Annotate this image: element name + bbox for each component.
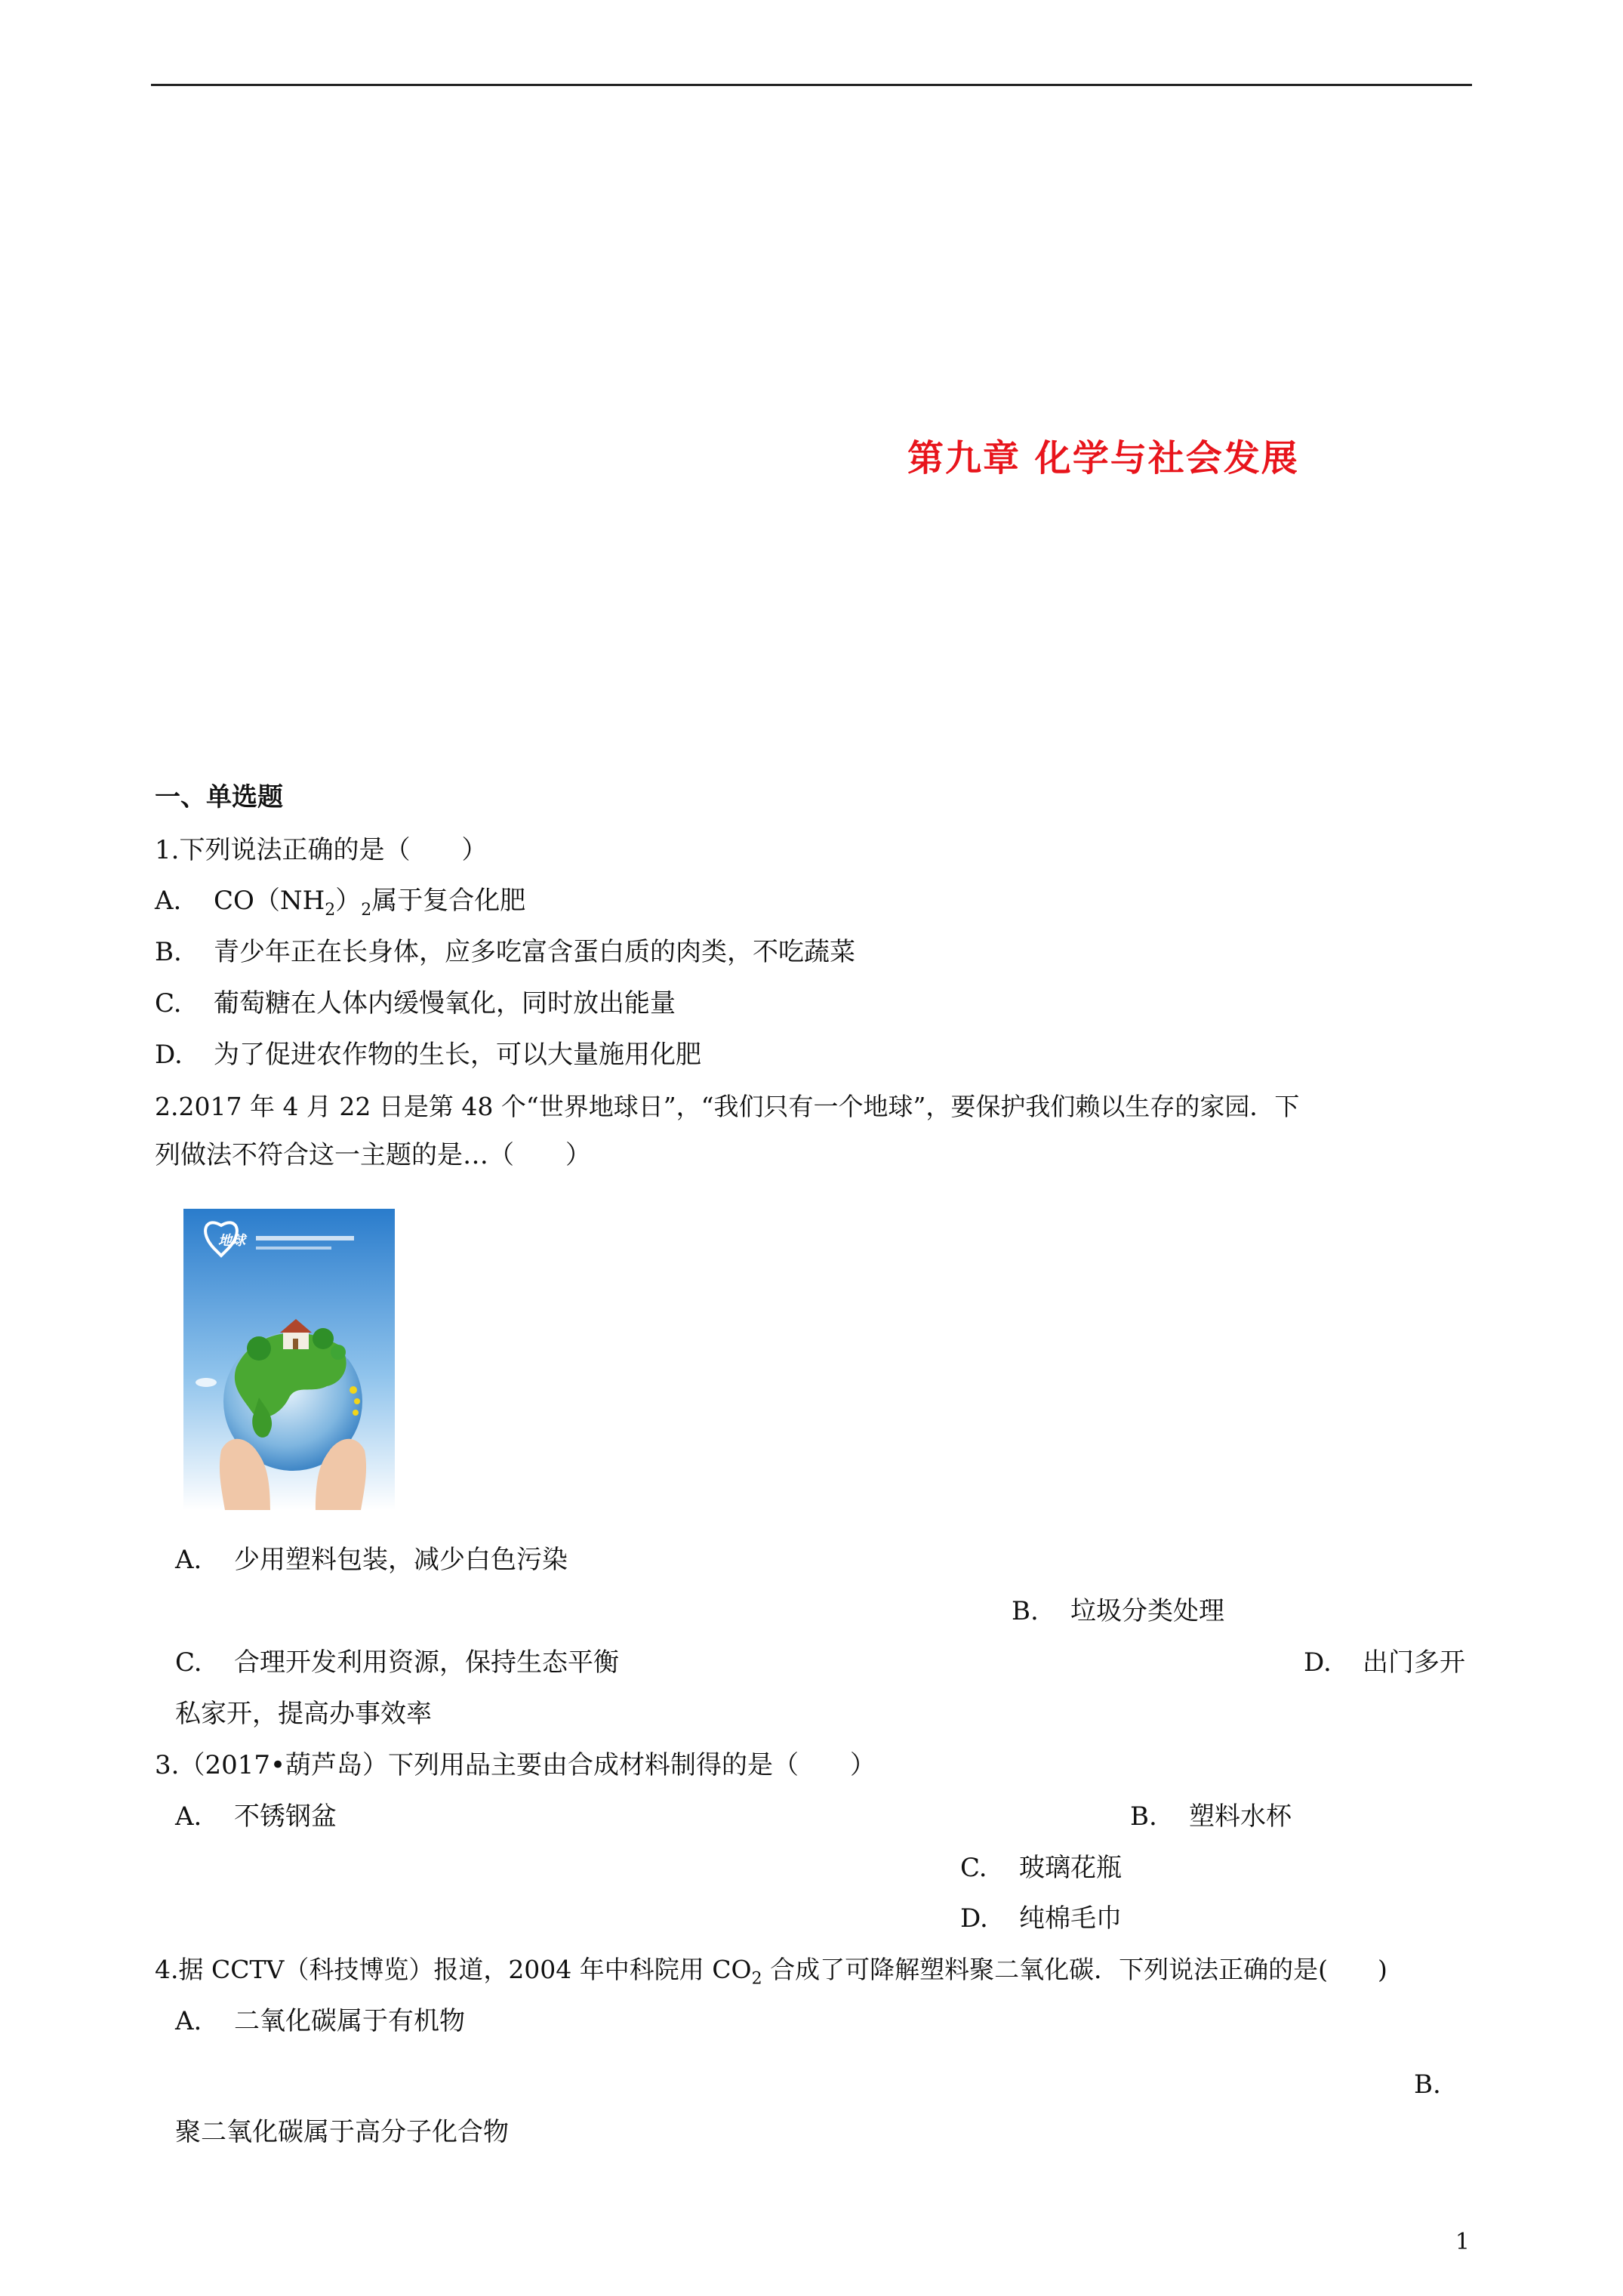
q2-option-c-text: 合理开发利用资源，保持生态平衡 — [234, 1647, 619, 1678]
q2-option-a-label: A. — [175, 1545, 202, 1575]
q3-option-b-label: B. — [1130, 1801, 1157, 1832]
q1-option-a-label: A. — [155, 886, 182, 916]
q3-option-a-label: A. — [175, 1801, 202, 1832]
question-2-stem-line-2: 列做法不符合这一主题的是…（ ） — [155, 1140, 591, 1170]
earth-day-poster-image — [183, 1209, 395, 1510]
q3-option-c-text: 玻璃花瓶 — [1019, 1853, 1122, 1883]
q3-option-d-label: D. — [960, 1903, 988, 1934]
question-3-stem: 3.（2017•葫芦岛）下列用品主要由合成材料制得的是（ ） — [155, 1750, 876, 1780]
q3-option-b-text: 塑料水杯 — [1189, 1801, 1292, 1832]
q4-option-a-text: 二氧化碳属于有机物 — [234, 2006, 465, 2036]
q4-option-b-label: B. — [1414, 2069, 1441, 2100]
q4-option-b-text: 聚二氧化碳属于高分子化合物 — [175, 2117, 509, 2147]
page-title: 第九章 化学与社会发展 — [907, 437, 1299, 479]
svg-text:地球: 地球 — [218, 1233, 245, 1249]
q3-option-c-label: C. — [960, 1853, 987, 1883]
header-rule — [151, 84, 1472, 86]
q3-option-d-text: 纯棉毛巾 — [1019, 1903, 1122, 1934]
q1-option-c-label: C. — [155, 988, 182, 1019]
q1-option-a-text: $CO(NH_2)_2$属于复合化肥 — [214, 886, 526, 920]
page-number: 1 — [1455, 2229, 1470, 2255]
q3-option-a-text: 不锈钢盆 — [234, 1801, 337, 1832]
q2-option-c-label: C. — [175, 1647, 202, 1678]
q1-option-b-text: 青少年正在长身体，应多吃富含蛋白质的肉类，不吃蔬菜 — [214, 937, 855, 967]
q2-option-d-continuation: 私家开，提高办事效率 — [175, 1699, 432, 1729]
question-2-stem-line-1: 2.2017 年 4 月 22 日是第 48 个“世界地球日”，“我们只有一个地球”，要保护我们赖以生存的家园．下 — [155, 1092, 1300, 1121]
q1-option-d-text: 为了促进农作物的生长，可以大量施用化肥 — [214, 1040, 701, 1070]
q1-option-c-text: 葡萄糖在人体内缓慢氧化，同时放出能量 — [214, 988, 676, 1019]
question-4-stem: 4.据 CCTV（科技博览）报道，2004 年中科院用 $CO_2$ 合成了可降解塑料聚二氧化碳．下列说法正确的是( ) — [155, 1955, 1387, 1989]
question-1-stem: 1.下列说法正确的是（ ） — [155, 835, 488, 865]
q1-option-d-label: D. — [155, 1040, 183, 1070]
section-heading: 一、单选题 — [155, 782, 283, 812]
q2-option-b-text: 垃圾分类处理 — [1070, 1596, 1224, 1626]
q2-option-d-text: 出门多开 — [1363, 1647, 1465, 1678]
q1-option-b-label: B. — [155, 937, 182, 967]
q2-option-b-label: B. — [1012, 1596, 1039, 1626]
q2-option-a-text: 少用塑料包装，减少白色污染 — [234, 1545, 568, 1575]
q4-option-a-label: A. — [175, 2006, 202, 2036]
q2-option-d-label: D. — [1304, 1647, 1332, 1678]
